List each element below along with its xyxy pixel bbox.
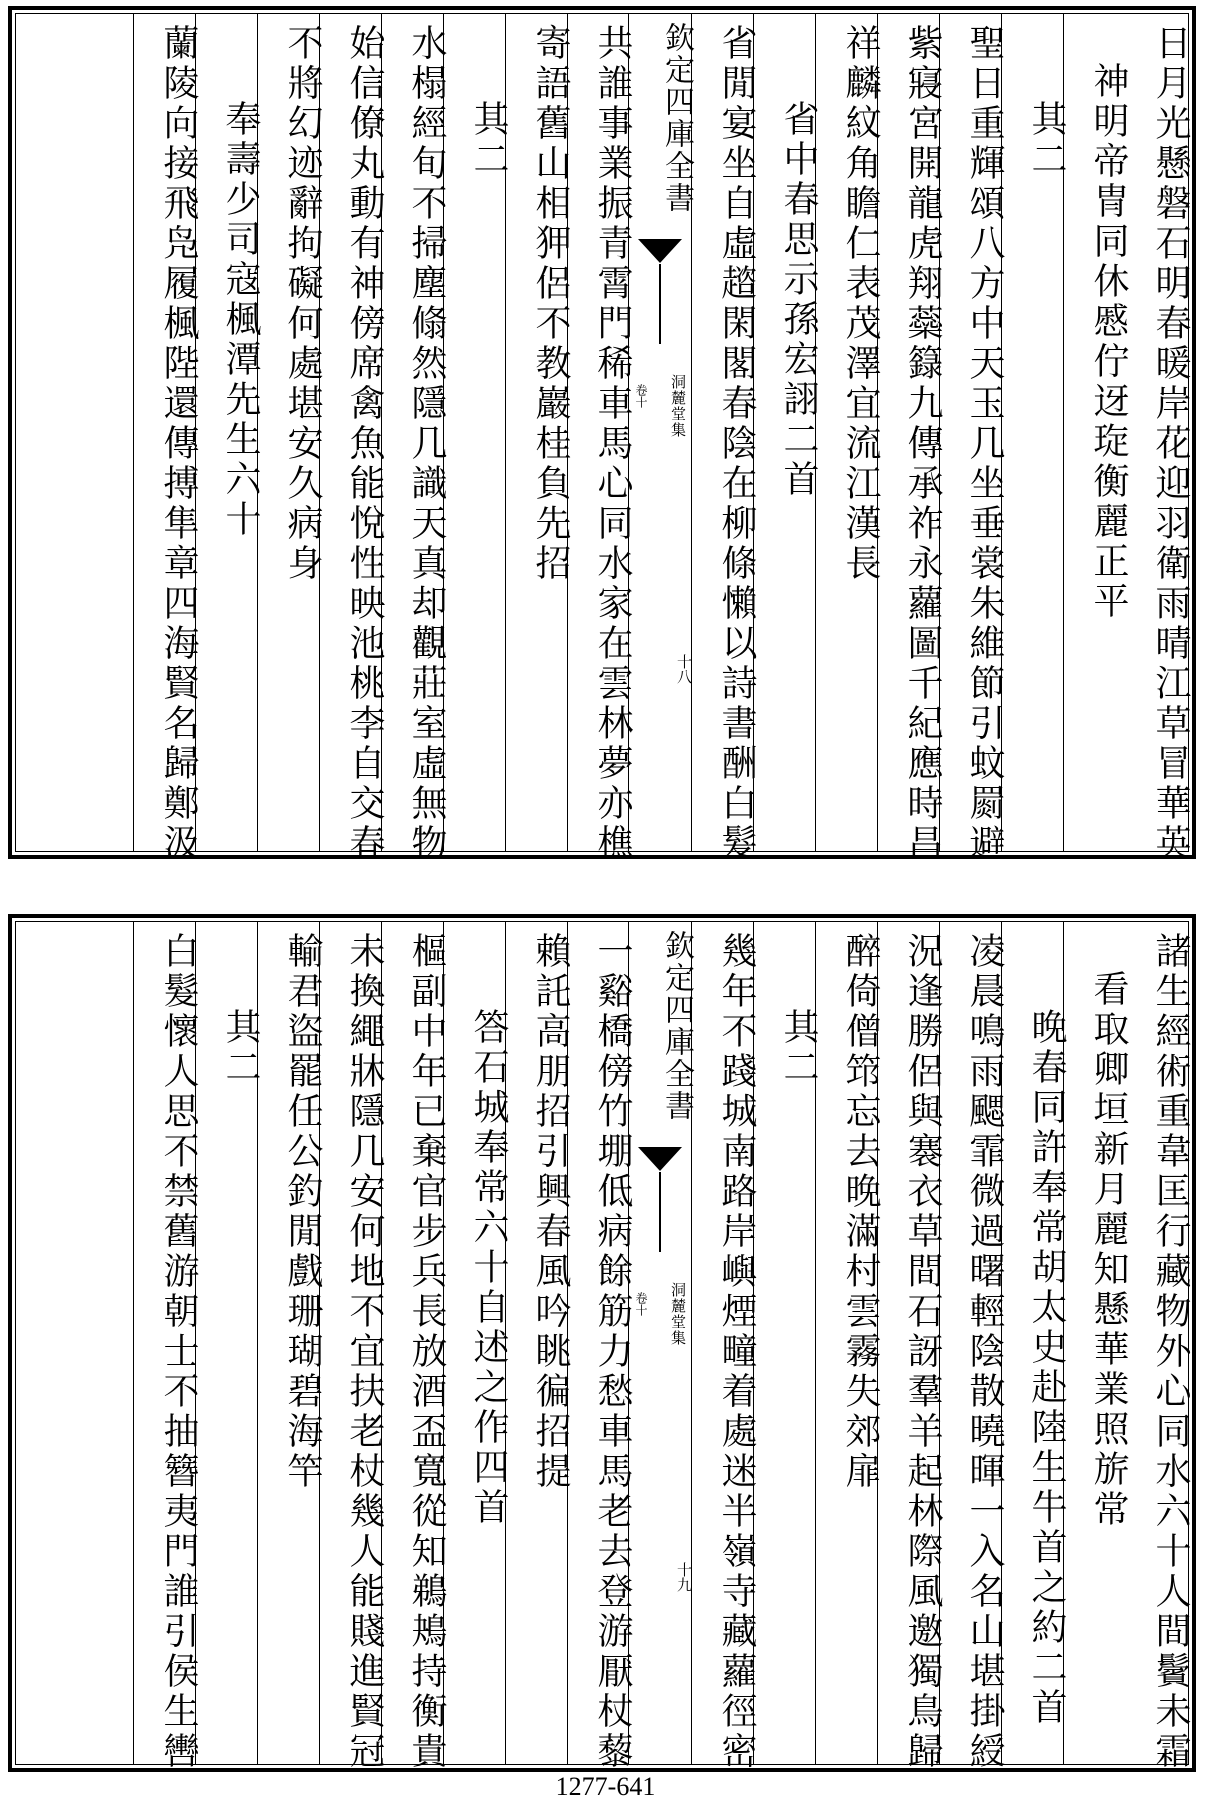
text-column [1126,922,1191,1772]
page-code: 1277-641 [555,1772,656,1801]
text-column [443,14,509,851]
column-text: 樞副中年已棄官步兵長放酒盃寬從知鵜鴂持衡貴 [406,932,447,1772]
column-text: 寄語舊山相狎侶不教巖桂負先招 [530,24,571,584]
text-column [753,922,819,1764]
text-column [877,14,943,864]
column-text: 答石城奉常六十自述之作四首 [468,1008,509,1528]
column-text: 其二 [468,100,509,180]
text-column [1063,922,1129,1764]
top-page [8,6,1196,864]
column-text: 未換繩牀隱几安何地不宜扶老杖幾人能賤進賢冠 [344,932,385,1772]
spine-title: 欽定四庫全書 [659,22,694,214]
column-text: 諸生經術重韋匡行藏物外心同水六十人間鬢未霜 [1150,932,1191,1772]
column-text: 水榻經旬不掃塵翛然隱几識天真却觀莊室虛無物 [406,24,447,864]
text-column [133,14,199,864]
column-text: 神明帝冑同休慼佇迓琁衡麗正平 [1088,62,1129,622]
column-text: 看取卿垣新月麗知懸華業照旂常 [1088,970,1129,1530]
spine-book-title: 洞麓堂集 [669,1282,687,1346]
column-text: 不將幻迹辭拘礙何處堪安久病身 [282,24,323,584]
column-text: 其二 [778,1008,819,1088]
text-column [381,14,447,864]
column-text: 白髮懷人思不禁舊游朝士不抽簪夷門誰引侯生轡 [158,932,199,1772]
text-column [1126,14,1191,864]
text-column [443,922,509,1764]
text-column [505,922,571,1764]
center-spine [628,922,692,1764]
text-column [257,14,323,851]
text-column [939,14,1005,864]
column-text: 醉倚僧筇忘去晚滿村雲霧失郊扉 [840,932,881,1492]
column-text: 省閒宴坐自虛趦閑閣春陰在柳條懶以詩書酬白髮 [716,24,757,864]
text-column [133,922,199,1772]
column-text: 凌晨鳴雨颸霏微過曙輕陰散曉暉一入名山堪掛綬 [964,932,1005,1772]
text-column [877,922,943,1772]
spine-page-number: 十八 [675,654,693,684]
text-column [195,14,261,851]
text-column [319,922,385,1772]
text-column [815,922,881,1764]
column-text: 其二 [1026,100,1067,180]
column-text: 省中春思示孫宏詡二首 [778,100,819,500]
text-column [1001,922,1067,1764]
column-text: 日月光懸磐石明春暖岸花迎羽衛雨晴江草冒華英 [1150,24,1191,864]
text-column [257,922,323,1764]
spine-volume: 卷十 [634,1292,648,1316]
column-text: 始信僚丸動有神傍席禽魚能悅性映池桃李自交春 [344,24,385,864]
column-text: 況逢勝侶與褰衣草間石訝羣羊起林際風邀獨鳥歸 [902,932,943,1772]
spine-line [659,1172,661,1252]
column-text: 紫寢宮開龍虎翔蘂籙九傳承祚永蘿圖千紀應時昌 [902,24,943,864]
text-column [753,14,819,851]
column-text: 其二 [220,1008,261,1088]
spine-title: 欽定四庫全書 [659,930,694,1122]
spine-book-title: 洞麓堂集 [669,374,687,438]
text-column [939,922,1005,1772]
spine-page-number: 十九 [675,1562,693,1592]
column-text: 聖日重輝頌八方中天玉几坐垂裳朱維節引蚊罽避 [964,24,1005,864]
text-column [1063,14,1129,851]
spine-line [659,264,661,344]
bottom-page-frame [15,921,1191,1772]
text-column [691,14,757,864]
column-text: 奉壽少司寇楓潭先生六十 [220,100,261,540]
fish-tail-mark [638,1147,682,1171]
column-text: 祥麟紋角瞻仁表茂澤宜流江漢長 [840,24,881,584]
text-column [567,922,633,1772]
text-column [319,14,385,864]
column-text: 一谿橋傍竹堋低病餘筋力愁車馬老去登游厭杖藜 [592,932,633,1772]
column-text: 蘭陵向接飛凫履楓陛還傳搏隼章四海賢名歸鄭汲 [158,24,199,864]
text-column [1001,14,1067,851]
text-column [505,14,571,851]
column-text: 共誰事業振青霄門稀車馬心同水家在雲林夢亦樵 [592,24,633,864]
spine-volume: 卷十 [634,384,648,408]
fish-tail-mark [638,239,682,263]
text-column [381,922,447,1772]
bottom-page [8,914,1196,1772]
top-page-frame [15,13,1191,864]
column-text: 輸君盜罷任公釣閒戲珊瑚碧海竿 [282,932,323,1492]
center-spine [628,14,692,851]
column-text: 晚春同許奉常胡太史赴陸生牛首之約二首 [1026,1008,1067,1728]
text-column [815,14,881,851]
text-column [567,14,633,864]
text-column [691,922,757,1772]
column-text: 幾年不踐城南路岸嶼煙疃着處迷半嶺寺藏蘿徑密 [716,932,757,1772]
text-column [195,922,261,1764]
column-text: 賴託高朋招引興春風吟眺徧招提 [530,932,571,1492]
